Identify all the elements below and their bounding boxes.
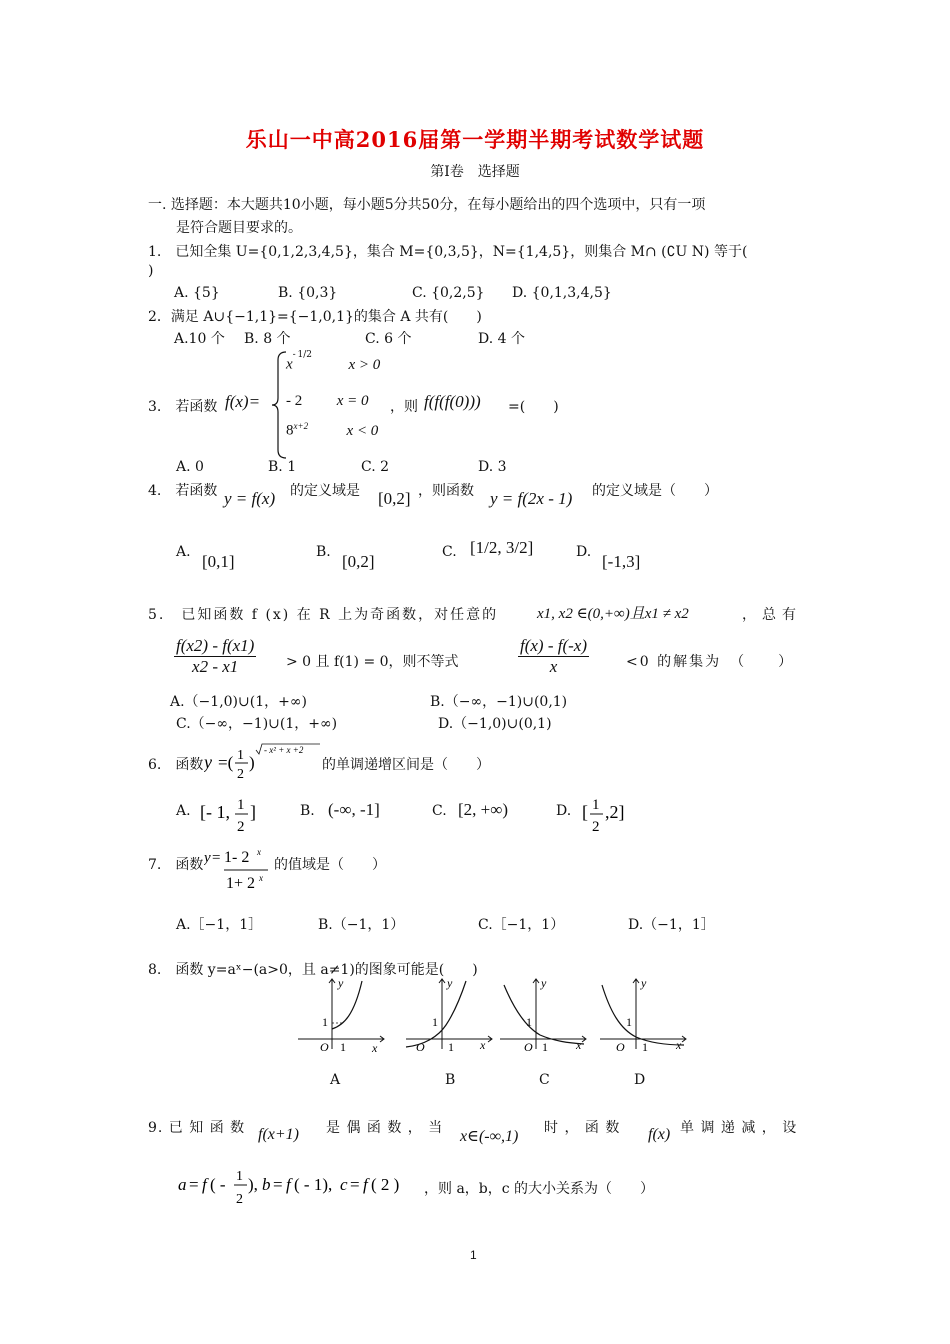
svg-text:1: 1	[322, 1015, 328, 1029]
q4-option-a-value: [0,1]	[202, 552, 235, 571]
svg-text:- x² + x +2: - x² + x +2	[264, 745, 304, 755]
q9-line1b: 是 偶 函 数 ， 当	[326, 1120, 444, 1136]
q4-option-c-label: C.	[442, 544, 457, 560]
q6-option-c-label: C.	[432, 803, 447, 819]
q6-option-a-label: A.	[176, 803, 191, 819]
q5-option-d: D.（−1,0)∪(0,1)	[438, 716, 552, 732]
svg-text:( 2 ): ( 2 )	[371, 1175, 400, 1194]
q4-mid1: 的定义域是	[290, 483, 360, 499]
q9-line1c: 时 ， 函 数	[544, 1120, 621, 1136]
q5-option-c: C.（−∞，−1)∪(1，+∞)	[176, 716, 338, 732]
svg-text:1: 1	[642, 1040, 648, 1054]
svg-text:O: O	[524, 1040, 533, 1054]
q8-label-d: D	[634, 1072, 646, 1088]
svg-text:1: 1	[340, 1040, 346, 1054]
q3-expr: f(f(f(0)))	[424, 392, 481, 411]
section-subtitle: 第Ⅰ卷 选择题	[430, 164, 520, 180]
q4-domain: [0,2]	[378, 489, 411, 508]
q6-option-a-value	[200, 794, 260, 842]
svg-text:1: 1	[236, 1169, 243, 1184]
svg-text:a: a	[178, 1175, 187, 1194]
q9-line2-suffix: ，则 a，b，c 的大小关系为（ ）	[424, 1181, 655, 1197]
q4-option-b-label: B.	[316, 544, 331, 560]
q5-frac1	[174, 636, 256, 677]
q3-func: f(x)=	[225, 392, 261, 411]
section-instruction-line1: 一. 选择题：本大题共10小题，每小题5分共50分，在每小题给出的四个选项中，只有一项	[148, 197, 706, 213]
q5-line1c: ，总有	[742, 607, 802, 623]
svg-text:( -: ( -	[210, 1175, 226, 1194]
q3-suffix: =( )	[508, 399, 559, 415]
svg-text:x: x	[480, 1038, 486, 1052]
svg-text:( - 1),: ( - 1),	[294, 1175, 333, 1194]
q5-line2b: <0 的解集为 （ ）	[626, 654, 795, 670]
q4-mid2: ，则函数	[418, 483, 474, 499]
q4-prefix: 4. 若函数	[148, 483, 218, 499]
q3-case3: $8^{x+2}$ x < 0	[286, 421, 379, 439]
q3-mid: ，则	[390, 399, 418, 415]
q5-frac2-num: f(x) - f(-x)	[520, 636, 588, 655]
section-instruction-line2: 是符合题目要求的。	[176, 220, 302, 236]
svg-text:y: y	[541, 976, 547, 990]
q2-option-d: D. 4 个	[478, 331, 525, 347]
q6-prefix: 6. 函数	[148, 757, 204, 773]
svg-text:y: y	[338, 976, 344, 990]
svg-text:2: 2	[236, 1192, 243, 1207]
q3-option-c: C. 2	[361, 459, 390, 475]
q4-suffix: 的定义域是（ ）	[592, 483, 718, 499]
q7-suffix: 的值域是（ ）	[274, 857, 386, 873]
svg-text:1: 1	[592, 797, 600, 813]
q5-frac1-num: f(x2) - f(x1)	[176, 636, 255, 655]
q3-option-b: B. 1	[268, 459, 297, 475]
q5-option-a: A.（−1,0)∪(1，+∞)	[170, 694, 307, 710]
q1-stem-end: )	[148, 263, 154, 279]
q8-graph-d	[596, 975, 692, 1059]
svg-text:[- 1,: [- 1,	[200, 802, 230, 822]
svg-text:1: 1	[448, 1040, 454, 1054]
q2-option-c: C. 6 个	[365, 331, 412, 347]
svg-text:c: c	[340, 1175, 348, 1194]
svg-text:1+ 2: 1+ 2	[226, 875, 256, 892]
q9-cond: x∈(-∞,1)	[460, 1128, 519, 1145]
q9-f2: f(x)	[648, 1126, 671, 1143]
q8-label-b: B	[445, 1072, 456, 1088]
svg-text:=: =	[212, 850, 221, 866]
svg-text:O: O	[320, 1040, 329, 1054]
svg-text:),: ),	[248, 1175, 258, 1194]
q3-case2: - 2 x = 0	[286, 393, 369, 409]
q6-option-c-value: [2, +∞)	[458, 800, 509, 819]
q5-line1a: 5. 已知函数 f (x) 在 R 上为奇函数，对任意的	[148, 607, 499, 623]
q6-suffix: 的单调递增区间是（ ）	[322, 757, 490, 773]
svg-text:x: x	[259, 873, 263, 883]
svg-text:x: x	[676, 1038, 682, 1052]
q6-option-b-label: B.	[300, 803, 315, 819]
q1-option-b: B. {0,3}	[278, 285, 338, 301]
q5-frac2-den: x	[549, 657, 558, 676]
q4-option-c-value: [1/2, 3/2]	[470, 538, 534, 557]
svg-text:1: 1	[626, 1015, 632, 1029]
q3-case1: $x^{- 1/2}$ x > 0	[286, 350, 381, 373]
svg-text:O: O	[416, 1040, 425, 1054]
q4-option-d-label: D.	[576, 544, 592, 560]
q9-f1: f(x+1)	[258, 1126, 299, 1143]
q9-line1d: 单 调 递 减 ， 设	[680, 1120, 798, 1136]
q2-stem: 2．满足 A∪{−1,1}={−1,0,1}的集合 A 共有( )	[148, 309, 482, 325]
q5-frac1-den: x2 - x1	[192, 657, 239, 676]
svg-text:2: 2	[592, 819, 600, 835]
q5-condition: x1, x2 ∈(0,+∞)且x1 ≠ x2	[537, 606, 689, 622]
svg-text:f: f	[286, 1175, 291, 1194]
svg-text:1: 1	[542, 1040, 548, 1054]
q1-option-c: C. {0,2,5}	[412, 285, 485, 301]
q9-line1a: 9. 已 知 函 数	[148, 1120, 246, 1136]
q6-expr-svg	[204, 740, 322, 786]
q7-option-c: C.［−1，1）	[478, 917, 565, 933]
q6-option-d-value	[582, 794, 632, 842]
svg-text:x: x	[372, 1041, 378, 1055]
svg-text:=: =	[273, 1175, 283, 1194]
svg-text:[: [	[582, 802, 588, 822]
svg-text:1- 2: 1- 2	[224, 849, 250, 866]
q7-prefix: 7. 函数	[148, 857, 204, 873]
svg-text:): )	[249, 753, 255, 772]
q8-label-c: C	[539, 1072, 550, 1088]
q4-option-d-value: [-1,3]	[602, 552, 641, 571]
q7-option-a: A.［−1，1］	[176, 917, 263, 933]
svg-text:,2]: ,2]	[605, 802, 625, 822]
q2-option-a: A.10 个	[174, 331, 225, 347]
svg-text:]: ]	[250, 802, 256, 822]
svg-text:=: =	[189, 1175, 199, 1194]
q4-option-a-label: A.	[176, 544, 191, 560]
q4-expr1: y = f(x)	[224, 489, 276, 508]
q9-line2-expr	[178, 1162, 428, 1214]
q1-option-a: A. {5}	[174, 285, 220, 301]
q7-option-d: D.（−1，1］	[628, 917, 715, 933]
q8-graph-a	[292, 975, 388, 1059]
q5-option-b: B.（−∞，−1)∪(0,1)	[430, 694, 568, 710]
q1-option-d: D. {0,1,3,4,5}	[512, 285, 612, 301]
q6-expr	[204, 740, 322, 790]
q3-prefix: 3. 若函数	[148, 399, 218, 415]
q6-option-d-label: D.	[556, 803, 572, 819]
q5-frac2	[518, 636, 589, 677]
svg-text:y: y	[204, 752, 212, 772]
svg-text:2: 2	[237, 819, 245, 835]
q3-option-a: A. 0	[176, 459, 204, 475]
svg-text:1: 1	[237, 797, 245, 813]
q8-stem: 8. 函数 y=aˣ−(a>0，且 a≠1)的图象可能是( )	[148, 962, 478, 978]
q3-option-d: D. 3	[478, 459, 507, 475]
q1-stem: 1. 已知全集 U={0,1,2,3,4,5}，集合 M={0,3,5}，N={1,4,5}，则集合 M∩ (∁U N) 等于(	[148, 244, 748, 260]
q5-line2a: > 0 且 f(1) = 0，则不等式	[286, 654, 459, 670]
svg-text:1: 1	[432, 1015, 438, 1029]
svg-text:f: f	[202, 1175, 207, 1194]
svg-text:=(: =(	[218, 753, 234, 772]
q8-label-a: A	[330, 1072, 341, 1088]
q2-option-b: B. 8 个	[244, 331, 291, 347]
q7-option-b: B.（−1，1）	[318, 917, 405, 933]
svg-text:x: x	[257, 847, 261, 857]
svg-text:b: b	[262, 1175, 271, 1194]
q7-expr	[204, 846, 274, 900]
svg-text:=: =	[350, 1175, 360, 1194]
q8-graph-b	[402, 975, 498, 1059]
svg-text:1: 1	[526, 1015, 532, 1029]
svg-text:O: O	[616, 1040, 625, 1054]
svg-text:y: y	[204, 850, 211, 866]
q4-option-b-value: [0,2]	[342, 552, 375, 571]
svg-text:y: y	[641, 976, 647, 990]
q6-option-b-value: (-∞, -1]	[328, 800, 380, 819]
svg-text:2: 2	[237, 767, 244, 782]
page-number: 1	[470, 1248, 477, 1262]
q4-expr2: y = f(2x - 1)	[490, 489, 573, 508]
svg-text:y: y	[447, 976, 453, 990]
page-title: 乐山一中高2016届第一学期半期考试数学试题	[245, 127, 705, 152]
q8-graph-c	[496, 975, 592, 1059]
svg-text:f: f	[363, 1175, 368, 1194]
svg-text:x: x	[576, 1038, 582, 1052]
svg-text:1: 1	[237, 748, 244, 763]
